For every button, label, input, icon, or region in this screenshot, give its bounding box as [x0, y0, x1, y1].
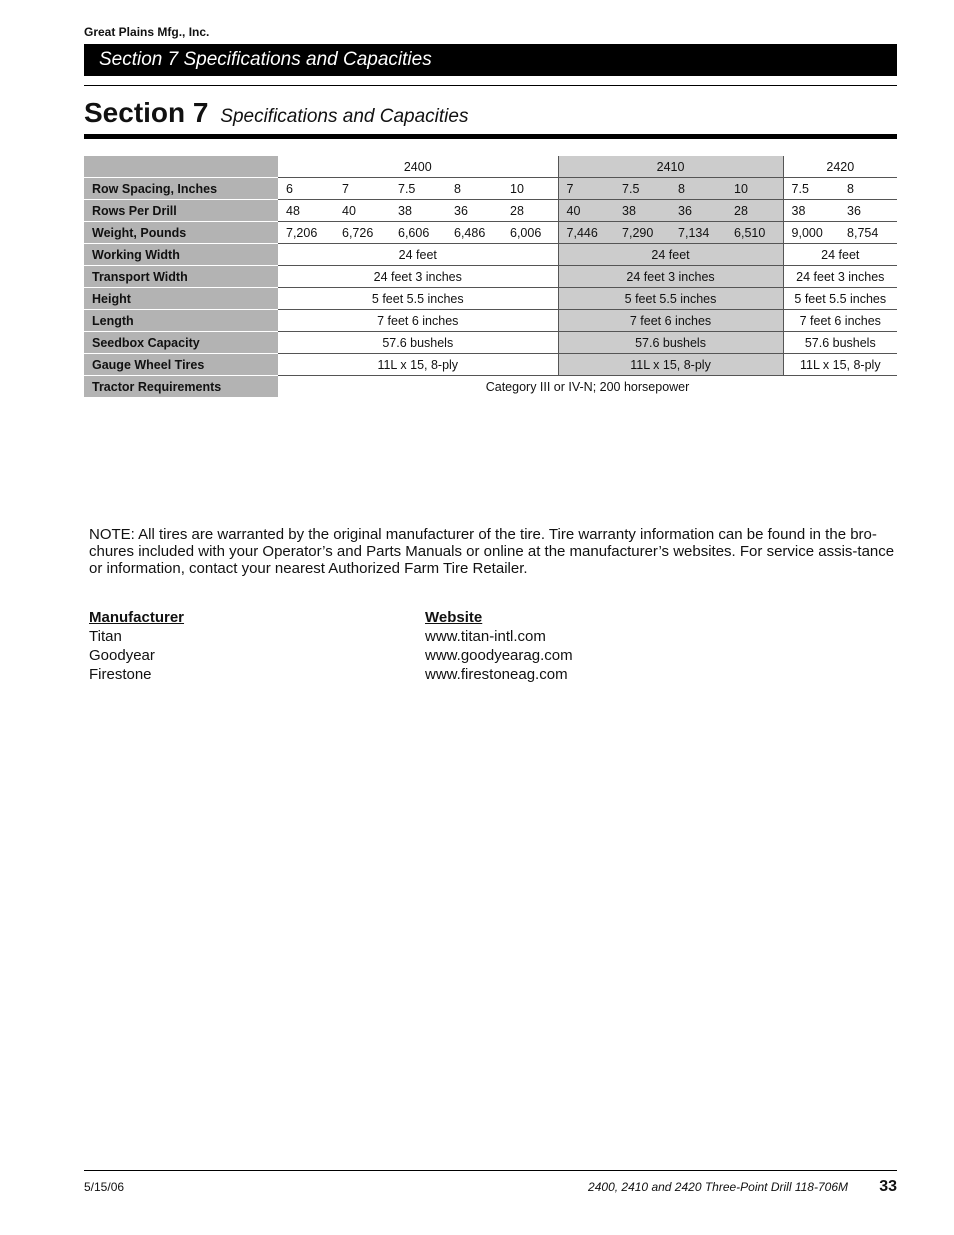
cell: 7.5	[390, 178, 446, 200]
cell: 7.5	[614, 178, 670, 200]
spec-table	[84, 156, 897, 397]
row-label: Seedbox Capacity	[84, 332, 278, 354]
table-row-weight	[84, 222, 897, 244]
row-label: Length	[84, 310, 278, 332]
manufacturer-item: Titan	[89, 628, 122, 645]
footer-title: 2400, 2410 and 2420 Three-Point Drill 118-706M	[588, 1180, 848, 1194]
cell: 7,206	[278, 222, 334, 244]
cell: 28	[726, 200, 783, 222]
row-label: Transport Width	[84, 266, 278, 288]
cell: 10	[502, 178, 558, 200]
cell: 11L x 15, 8-ply	[278, 354, 558, 376]
cell: 7,134	[670, 222, 726, 244]
cell: 7	[558, 178, 614, 200]
table-row-seedbox-capacity	[84, 332, 897, 354]
website-item: www.firestoneag.com	[425, 666, 568, 683]
cell: 6	[278, 178, 334, 200]
cell: 11L x 15, 8-ply	[783, 354, 897, 376]
cell: 11L x 15, 8-ply	[558, 354, 783, 376]
cell: 24 feet 3 inches	[783, 266, 897, 288]
manufacturer-column	[89, 608, 184, 684]
cell: 6,006	[502, 222, 558, 244]
cell: 8,754	[839, 222, 897, 244]
cell: 36	[670, 200, 726, 222]
page-heading	[84, 97, 468, 129]
cell: 24 feet 3 inches	[558, 266, 783, 288]
cell: 38	[390, 200, 446, 222]
manufacturer-item: Firestone	[89, 666, 152, 683]
cell: 5 feet 5.5 inches	[558, 288, 783, 310]
section-bar: Section 7 Specifications and Capacities	[84, 44, 897, 76]
cell: 36	[839, 200, 897, 222]
table-row-working-width	[84, 244, 897, 266]
cell: 7 feet 6 inches	[783, 310, 897, 332]
row-label: Working Width	[84, 244, 278, 266]
row-label: Tractor Requirements	[84, 376, 278, 398]
row-label: Height	[84, 288, 278, 310]
header-rule	[84, 85, 897, 86]
heading-main: Section 7	[84, 97, 209, 128]
cell: 38	[614, 200, 670, 222]
cell: 5 feet 5.5 inches	[783, 288, 897, 310]
cell: 57.6 bushels	[278, 332, 558, 354]
cell: 7	[334, 178, 390, 200]
cell: 7 feet 6 inches	[278, 310, 558, 332]
table-row-length	[84, 310, 897, 332]
cell: 6,726	[334, 222, 390, 244]
cell: 57.6 bushels	[783, 332, 897, 354]
table-row-row-spacing	[84, 178, 897, 200]
table-row-height	[84, 288, 897, 310]
cell: 7,290	[614, 222, 670, 244]
row-label: Gauge Wheel Tires	[84, 354, 278, 376]
cell: 24 feet 3 inches	[278, 266, 558, 288]
cell: 8	[839, 178, 897, 200]
model-2410-header: 2410	[558, 156, 783, 178]
website-item: www.titan-intl.com	[425, 628, 546, 645]
cell: 36	[446, 200, 502, 222]
cell: 6,606	[390, 222, 446, 244]
cell: 5 feet 5.5 inches	[278, 288, 558, 310]
cell: 8	[670, 178, 726, 200]
cell: Category III or IV-N; 200 horsepower	[485, 379, 690, 394]
row-label: Rows Per Drill	[84, 200, 278, 222]
cell: 6,510	[726, 222, 783, 244]
cell: 40	[558, 200, 614, 222]
row-label: Row Spacing, Inches	[84, 178, 278, 200]
cell: 7,446	[558, 222, 614, 244]
table-row-transport-width	[84, 266, 897, 288]
model-2420-header: 2420	[783, 156, 897, 178]
cell: 8	[446, 178, 502, 200]
manufacturer-header: Manufacturer	[89, 609, 185, 626]
cell: 24 feet	[278, 244, 558, 266]
heading-sub: Specifications and Capacities	[220, 106, 469, 127]
table-row-gauge-wheel-tires	[84, 354, 897, 376]
row-label: Weight, Pounds	[84, 222, 278, 244]
footer-date: 5/15/06	[84, 1180, 125, 1194]
cell: 6,486	[446, 222, 502, 244]
footer-rule	[84, 1170, 897, 1171]
company-name: Great Plains Mfg., Inc.	[84, 25, 210, 39]
manufacturer-item: Goodyear	[89, 647, 155, 664]
cell: 10	[726, 178, 783, 200]
table-row-tractor-requirements	[84, 376, 897, 398]
tire-warranty-note: NOTE: All tires are warranted by the original manufacturer of the tire. Tire warranty information can be found in the bro-chures included with your Operator’s and Parts Manuals or online at the manufacturer’s websites. For service assis-tance or information, contact your nearest Authorized Farm Tire Retailer.	[89, 526, 895, 577]
cell: 24 feet	[558, 244, 783, 266]
cell: 9,000	[783, 222, 839, 244]
cell: 38	[783, 200, 839, 222]
model-2400-header: 2400	[278, 156, 558, 178]
cell: 40	[334, 200, 390, 222]
heading-rule	[84, 134, 897, 139]
cell: 28	[502, 200, 558, 222]
cell: 7 feet 6 inches	[558, 310, 783, 332]
website-item: www.goodyearag.com	[425, 647, 573, 664]
cell: 24 feet	[783, 244, 897, 266]
table-row-rows-per-drill	[84, 200, 897, 222]
page-number: 33	[879, 1178, 897, 1195]
website-header: Website	[425, 609, 483, 626]
website-column	[425, 608, 573, 684]
cell: 48	[278, 200, 334, 222]
cell: 7.5	[783, 178, 839, 200]
header-blank-cell	[84, 156, 278, 178]
table-header-row	[84, 156, 897, 178]
cell: 57.6 bushels	[558, 332, 783, 354]
